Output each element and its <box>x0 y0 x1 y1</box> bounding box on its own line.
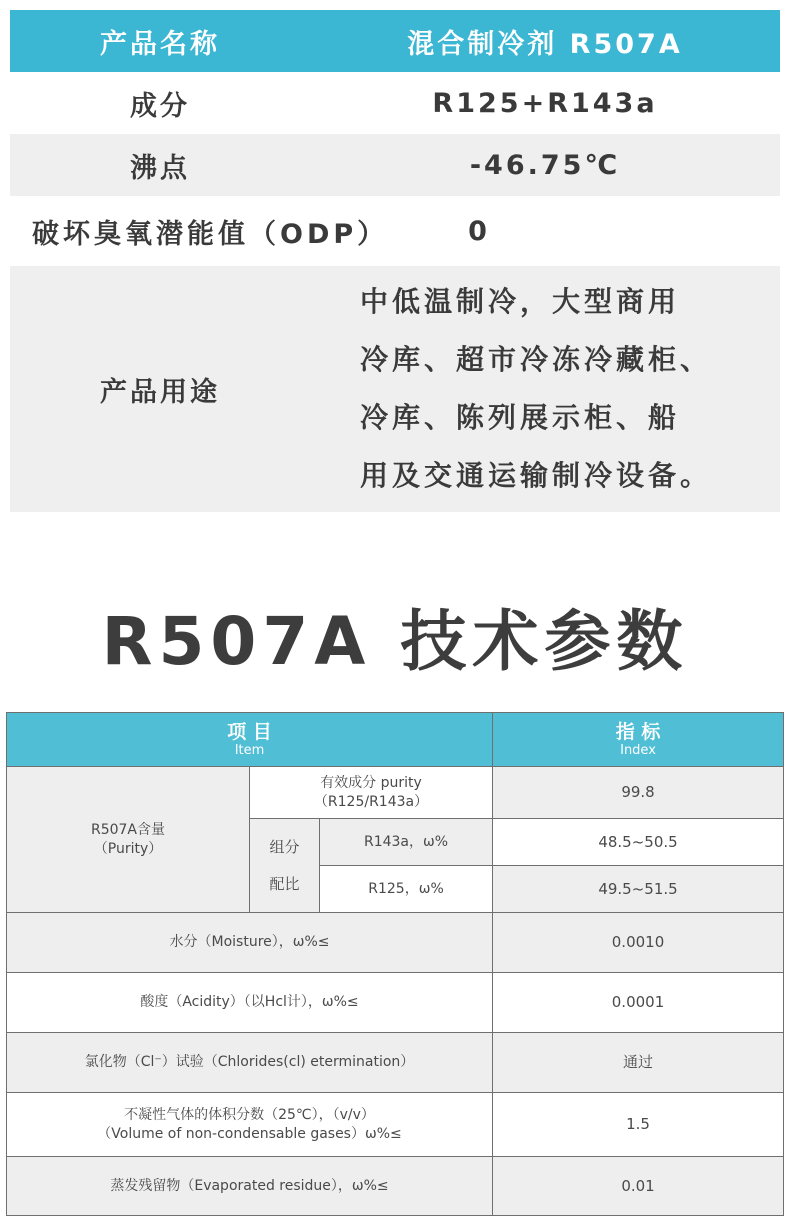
tech-header-row <box>7 713 784 767</box>
chlorides-value: 通过 <box>493 1033 784 1093</box>
purity-value: 99.8 <box>493 767 784 819</box>
usage-label: 产品用途 <box>100 376 220 408</box>
content-label-sub: （Purity） <box>93 840 163 857</box>
usage-row <box>10 266 780 512</box>
acidity-row <box>7 973 784 1033</box>
composition-row <box>10 72 780 134</box>
r125-value: 49.5~51.5 <box>493 866 784 913</box>
item-header <box>7 713 493 767</box>
product-name-value: 混合制冷剂 R507A <box>407 28 683 60</box>
noncondensable-label-cell <box>7 1093 493 1157</box>
info-header-row <box>10 10 780 72</box>
purity-row <box>7 767 784 819</box>
usage-line: 冷库、超市冷冻冷藏柜、 <box>360 343 713 376</box>
tech-params-table <box>6 712 784 1216</box>
index-header-en: Index <box>620 742 656 758</box>
noncondensable-label: 不凝性气体的体积分数（25℃），（v/v） <box>124 1106 375 1123</box>
composition-label: 成分 <box>130 90 190 122</box>
r143a-label: R143a，ω% <box>320 819 493 866</box>
section-title: R507A 技术参数 <box>101 603 689 680</box>
ratio-label-cell <box>250 819 320 913</box>
purity-label-cell <box>250 767 493 819</box>
ratio-label-sub: 配比 <box>269 874 300 893</box>
moisture-label: 水分（Moisture），ω%≤ <box>7 913 493 973</box>
usage-line: 中低温制冷，大型商用 <box>360 285 681 318</box>
noncondensable-label-sub: （Volume of non-condensable gases）ω%≤ <box>97 1125 402 1142</box>
content-label-cell <box>7 767 250 913</box>
usage-text <box>310 273 780 505</box>
item-header-cn: 项 目 <box>227 720 272 743</box>
chlorides-label: 氯化物（Cl⁻）试验（Chlorides(cl) etermination） <box>7 1033 493 1093</box>
index-header <box>493 713 784 767</box>
product-name-label: 产品名称 <box>100 28 220 60</box>
boiling-point-row <box>10 134 780 196</box>
ratio-label: 组分 <box>269 837 300 856</box>
residue-label: 蒸发残留物（Evaporated residue），ω%≤ <box>7 1157 493 1216</box>
odp-row <box>10 196 780 266</box>
acidity-label: 酸度（Acidity）（以Hcl计），ω%≤ <box>7 973 493 1033</box>
product-info-table <box>10 10 780 512</box>
odp-label: 破坏臭氧潜能值（ODP） <box>32 218 389 250</box>
acidity-value: 0.0001 <box>493 973 784 1033</box>
content-label: R507A含量 <box>90 821 166 838</box>
noncondensable-row <box>7 1093 784 1157</box>
residue-row <box>7 1157 784 1216</box>
chlorides-row <box>7 1033 784 1093</box>
moisture-value: 0.0010 <box>493 913 784 973</box>
item-header-en: Item <box>234 742 265 758</box>
purity-label-sub: （R125/R143a） <box>313 793 429 810</box>
r125-label: R125，ω% <box>320 866 493 913</box>
residue-value: 0.01 <box>493 1157 784 1216</box>
noncondensable-value: 1.5 <box>493 1093 784 1157</box>
usage-line: 冷库、陈列展示柜、船 <box>360 401 681 434</box>
index-header-cn: 指 标 <box>615 720 661 743</box>
odp-value: 0 <box>468 215 490 247</box>
composition-value: R125+R143a <box>432 87 658 119</box>
boiling-point-label: 沸点 <box>130 152 190 184</box>
boiling-point-value: -46.75℃ <box>469 149 621 181</box>
r143a-value: 48.5~50.5 <box>493 819 784 866</box>
purity-label: 有效成分 purity <box>320 774 422 791</box>
usage-line: 用及交通运输制冷设备。 <box>360 459 713 492</box>
moisture-row <box>7 913 784 973</box>
